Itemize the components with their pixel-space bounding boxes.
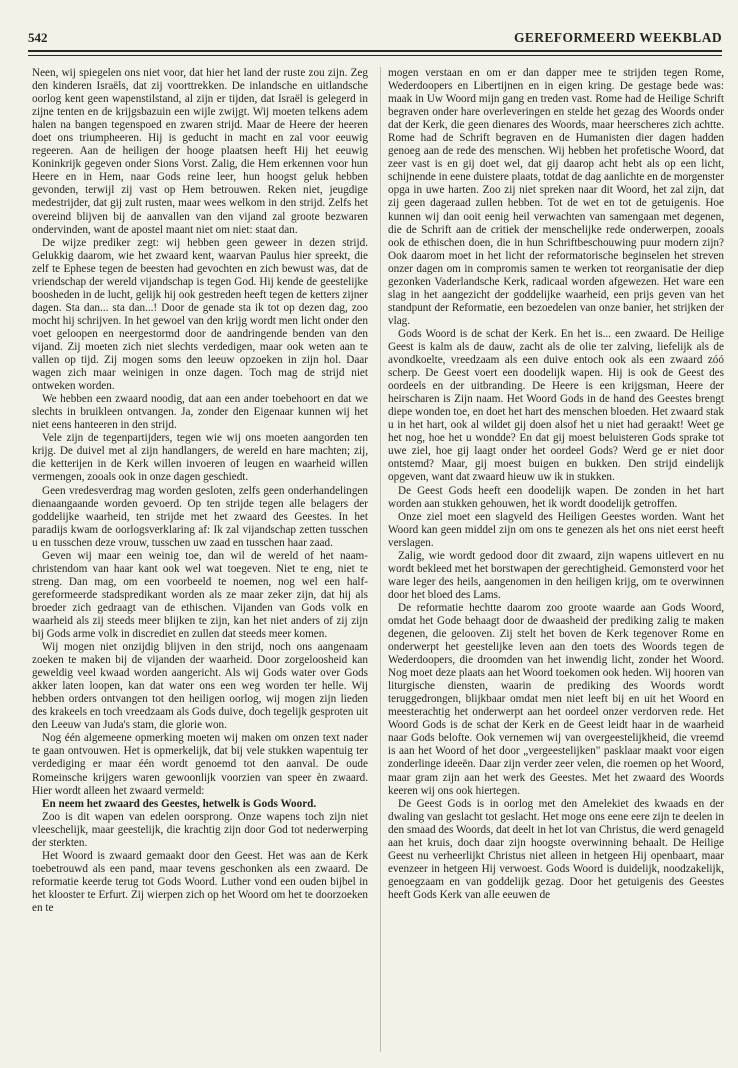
paragraph: mogen verstaan en om er dan dapper mee te strijden tegen Rome, Wederdoopers en Libertijnen en in eigen kring. De gestage bede was: maak in Uw Woord mijn gang en treden vast. Rome had de Heilige Schrift begraven onder hare overleveringen en stelde het gezag des Woords onder dat der Kerk, die geen dienares des Woords, maar heerscheres zich achtte. Rome had de Schrift begraven en de Humanisten dier dagen hadden genoeg aan de rede des menschen. Wij hebben het profetische Woord, dat zeer vast is en gij doet wel, dat gij daarop acht hebt als op een licht, schijnende in eene duistere plaats, totdat de dag aanlichte en de morgenster opga in uwe harten. Zoo zij niet spreken naar dit Woord, het zal zijn, dat zij geen dageraad zullen hebben. Tot de wet en tot de getuigenis. Hoe kunnen wij dan ooit eenig heil verwachten van samengaan met degenen, die de Schrift aan de critiek der menschelijke rede onderwerpen, zooals ook de ethischen doen, die in hun Schriftbeschouwing puur modern zijn? Ook daarom moet in het licht der reformatorische beginselen het streven onzer dagen om in compromis samen te werken tot reorganisatie der diep gezonken Vaderlandsche Kerk, radicaal worden afgewezen. Het ware een slag in het aangezicht der goddelijke waarheid, een prijs geven van het standpunt der Reformatie, een bezoedelen van onze banier, het strijken der vlag. [388,67,724,327]
paragraph: Onze ziel moet een slagveld des Heiligen Geestes worden. Want het Woord kan geen middel zijn om ons te genezen als het ons niet eerst heeft verslagen. [388,510,724,549]
paragraph: Gods Woord is de schat der Kerk. En het is... een zwaard. De Heilige Geest is kalm als de dauw, zacht als de olie ter zalving, liefelijk als de avondkoelte, vreedzaam als een duive entoch ook als een zwaard zóó scherp. De Geest voert een doodelijk wapen. Hij is ook de Geest des oordeels en der uitbranding. De Heere is een krijgsman, Heere der heirscharen is Zijn naam. Het Woord Gods in de hand des Geestes brengt diepe wonden toe, en doet het hart des menschen bloeden. Het zwaard stak u in het hart, ook al wildet gij doen alsof het u niet had geraakt! Weet ge het nog, hoe het u wondde? En dat gij moest beluisteren Gods sprake tot uwe ziel, hoe gij laagt onder het oordeel Gods? Werd ge er niet door ontstemd? Maar, gij moest buigen en bukken. Den strijd eindelijk opgeven, want dat zwaard hieuw uw ik in stukken. [388,327,724,484]
paragraph: Het Woord is zwaard gemaakt door den Geest. Het was aan de Kerk toebetrouwd als een pand, maar tevens geschonken als een zwaard. De reformatie keerde terug tot Gods Woord. Luther vond een ouden bijbel in het klooster te Erfurt. Zij wierpen zich op het Woord om het te doorzoeken en te [32,849,368,914]
paragraph: De Geest Gods is in oorlog met den Amelekiet des kwaads en der dwaling van geslacht tot geslacht. Het moge ons eene eere zijn te deelen in den smaad des Woords, dat deelt in het lot van Christus, die werd genageld aan het kruis, doch daar zijn hoogste overwinning behaalt. De Heilige Geest nu verheerlijkt Christus niet alleen in hetgeen Hij openbaart, maar evenzeer in hetgeen Hij verwoest. Gods Woord is duidelijk, noodzakelijk, genoegzaam en van goddelijk gezag. Door het getuigenis des Geestes heeft Gods Kerk van alle eeuwen de [388,797,724,901]
scripture-quote: En neem het zwaard des Geestes, hetwelk is Gods Woord. [42,797,317,810]
left-column [32,67,368,1057]
column-divider [380,67,381,1052]
header-rule-thick [28,50,722,52]
paragraph: Vele zijn de tegenpartijders, tegen wie wij ons moeten aangorden ten krijg. De duivel met al zijn handlangers, de wereld en hare machten; zij, die ketterijen in de Kerk willen invoeren of leugen en waarheid willen vermengen, zooals ook in onze dagen geschiedt. [32,432,368,484]
paragraph: Zoo is dit wapen van edelen oorsprong. Onze wapens toch zijn niet vleeschelijk, maar geestelijk, die krachtig zijn door God tot nederwerping der sterkten. [32,810,368,849]
paragraph: De Geest Gods heeft een doodelijk wapen. De zonden in het hart worden aan stukken gehouwen, het ik wordt doodelijk getroffen. [388,484,724,510]
paragraph: Nog één algemeene opmerking moeten wij maken om onzen text nader te gaan ontvouwen. Het is opmerkelijk, dat bij vele stukken wapentuig ter verdediging er maar één wordt genoemd tot den aanval. De oude Romeinsche krijgers waren gewoonlijk voorzien van speer èn zwaard. Hier wordt alleen het zwaard vermeld: [32,732,368,797]
paragraph: We hebben een zwaard noodig, dat aan een ander toebehoort en dat we slechts in bruikleen ontvangen. Ja, zonder den Eigenaar kunnen wij het niet eens hanteeren in den strijd. [32,393,368,432]
page-header [28,30,722,48]
paragraph: Geen vredesverdrag mag worden gesloten, zelfs geen onderhandelingen dienaangaande worden gevoerd. Op ten strijde tegen alle belagers der goddelijke waarheid, ten strijde met het zwaard des Geestes. In het paradijs kwam de oorlogsverklaring af: Ik zal vijandschap zetten tusschen u en tusschen deze vrouw, tusschen uw zaad en tusschen haar zaad. [32,484,368,549]
journal-title: GEREFORMEERD WEEKBLAD [513,30,722,45]
paragraph: Wij mogen niet onzijdig blijven in den strijd, noch ons aangenaam zoeken te maken bij de vijanden der waarheid. Door zorgeloosheid kan geweldig veel kwaad worden aangericht. Als wij Gods water over Gods akker laten loopen, kan dat water ons een weg worden ter helle. Wij hebben orders ontvangen tot den heiligen oorlog, wij mogen zijn lieden des krakeels en toch vreedzaam als Gods duive, doch tegelijk gesproten uit den Leeuw van Juda's stam, die glorie won. [32,641,368,732]
right-column [388,67,724,1057]
paragraph: Neen, wij spiegelen ons niet voor, dat hier het land der ruste zou zijn. Zeg den kinderen Israëls, dat zij voorttrekken. De inlandsche en uitlandsche oorlog kent geen wapenstilstand, al zijn er tijden, dat Israël is gelegerd in zijne tenten en de krijgsbazuin een wijle zwijgt. Wij moeten telkens adem halen na bangen tegenspoed en zwaren strijd. Maar de Heere der heeren doet ons triumpheeren. Hij is geducht in macht en zal voor eeuwig regeeren. Aan de heiligen der hooge plaatsen heeft Hij het eeuwig Koninkrijk gegeven onder Sions Vorst. Zalig, die Hem erkennen voor hun Heere en in Hem, naar Gods reine leer, hun hoogst geluk hebben gevonden, terwijl zij vast op Hem betrouwen. Reken niet, jeugdige medestrijder, dat gij zult rusten, maar wees welkom in den strijd. Zelfs het overeind blijven bij de aanvallen van den vijand zal groote bezwaren ondervinden, want de apostel maant niet om niet: staat dan. [32,67,368,236]
header-rule-thin [28,55,722,56]
paragraph: De reformatie hechtte daarom zoo groote waarde aan Gods Woord, omdat het Gode behaagt door de dwaasheid der prediking zalig te maken degenen, die gelooven. Zij stelt het boven de Kerk tegenover Rome en onderwerpt het geestelijke leven aan den toets des Woords tegen de Wederdoopers, die droomden van het inwendig licht, zonder het Woord. Nog moet deze plaats aan het Woord toekomen ook heden. Wij hooren van liturgische diensten, waarin de prediking des Woords wordt teruggedrongen, blijkbaar omdat men niet leeft bij en uit het Woord en meesterachtig het onderwerpt aan het oordeel onzer verdorven rede. Het Woord Gods is de schat der Kerk en de Geest leidt haar in de waarheid naar Gods belofte. Ook vernemen wij van overgeestelijkheid, die vreemd is aan het Woord of het door „vergeestelijken" pasklaar maakt voor eigen zonderlinge ideeën. Daar zijn verder zeer velen, die roemen op het Woord, maar gram zijn aan het werk des Geestes. Met het zwaard des Woords keeren wij ons ook hiertegen. [388,601,724,797]
paragraph: De wijze prediker zegt: wij hebben geen geweer in dezen strijd. Gelukkig daarom, wie het zwaard kent, waarvan Paulus hier spreekt, die zelf te Ephese tegen de beesten had gevochten en zich bewust was, dat de vriendschap der wereld vijandschap is tegen God. Hij kende de geestelijke boosheden in de lucht, gelijk hij ook gestreden heeft tegen de ketters zijner dagen. Sta dan... sta dan...! Door de genade sta ik tot op dezen dag, zoo mocht hij schrijven. In het gewoel van den krijg wordt men licht onder den voet geloopen en neergestormd door de aandringende benden van den vijand. Zij moeten zich niet slechts verdedigen, maar ook weten aan te vallen op tijd. Zij mogen soms den leeuw opzoeken in zijn hol. Daar wagen zich maar weinigen in onze dagen. Toch mag de strijd niet ontweken worden. [32,236,368,393]
page-number: 542 [28,30,48,45]
paragraph: Geven wij maar een weinig toe, dan wil de wereld of het naam-christendom van haar kant ook wel wat toegeven. Niet te eng, niet te streng. Dan mag, om een voorbeeld te noemen, nog wel een half-gereformeerde stadspredikant worden als ze maar zeker zijn, dat hij als broeder zich gedraagt van de ethischen. Vijanden van Gods volk en waarheid als zij steeds meer blijken te zijn, kan het niet anders of zij zijn bij Gods arme volk in discrediet en zullen dat steeds meer komen. [32,549,368,641]
paragraph: Zalig, wie wordt gedood door dit zwaard, zijn wapens uitlevert en nu wordt bekleed met het borstwapen der gerechtigheid. Gemonsterd voor het ware leger des heils, aangenomen in den heiligen krijg, om te overwinnen door het bloed des Lams. [388,549,724,601]
